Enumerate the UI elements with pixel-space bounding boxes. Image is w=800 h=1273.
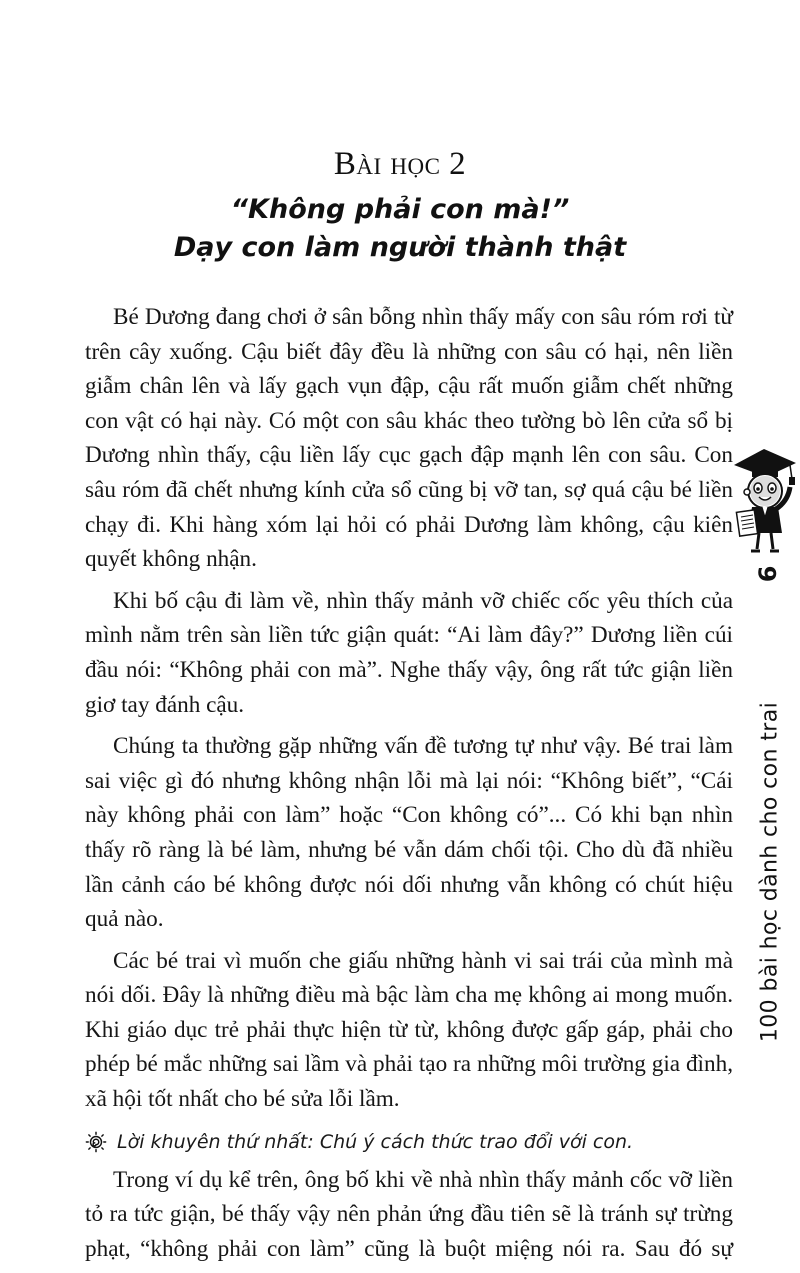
lesson-title-line-2: Dạy con làm người thành thật <box>173 232 627 263</box>
paragraph: Chúng ta thường gặp những vấn đề tương tự như vậy. Bé trai làm sai việc gì đó nhưng không nhận lỗi mà lại nói: “Không biết”, “Cái này không phải con làm” hoặc “Con không có”... Có khi bạn nhìn thấy rõ ràng là bé làm, nhưng bé vẫn dám chối tội. Cho dù đã nhiều lần cảnh cáo bé không được nói dối nhưng vẫn không có chút hiệu quả nào. <box>85 733 733 933</box>
tip-text: Lời khuyên thứ nhất: Chú ý cách thức trao đổi với con. <box>117 1130 634 1153</box>
page-number: 9 <box>752 565 781 583</box>
graduate-boy-illustration <box>730 435 800 555</box>
tip-heading <box>85 1125 733 1159</box>
sun-spiral-icon <box>85 1131 107 1153</box>
paragraph: Khi bố cậu đi làm về, nhìn thấy mảnh vỡ chiếc cốc yêu thích của mình nằm trên sàn liền tức giận quát: “Ai làm đây?” Dương liền cúi đầu nói: “Không phải con mà”. Nghe thấy vậy, ông rất tức giận liền giơ tay đánh cậu. <box>85 587 733 718</box>
lesson-title <box>0 191 800 267</box>
paragraph: Các bé trai vì muốn che giấu những hành vi sai trái của mình mà nói dối. Đây là những điều mà bậc làm cha mẹ không ai mong muốn. Khi giáo dục trẻ phải thực hiện từ từ, không được gấp gáp, phải cho phép bé mắc những sai lầm và phải tạo ra những môi trường gia đình, xã hội tốt nhất cho bé sửa lỗi lầm. <box>85 947 733 1113</box>
running-title: 100 bài học dành cho con trai <box>757 701 783 1043</box>
paragraph: Bé Dương đang chơi ở sân bỗng nhìn thấy mấy con sâu róm rơi từ trên cây xuống. Cậu biết đây đều là những con sâu có hại, nên liền giẫm chân lên và lấy gạch vụn đập, cậu rất muốn giẫm chết những con vật có hại này. Có một con sâu khác theo tường bò lên cửa sổ bị Dương nhìn thấy, cậu liền lấy cục gạch đập mạnh lên con sâu. Con sâu róm đã chết nhưng kính cửa sổ cũng bị vỡ tan, sợ quá cậu bé liền chạy đi. Khi hàng xóm lại hỏi có phải Dương làm không, cậu kiên quyết không nhận. <box>85 304 733 573</box>
lesson-number: Bài học 2 <box>333 146 467 182</box>
lesson-title-line-1: “Không phải con mà!” <box>230 194 570 225</box>
paragraph: Trong ví dụ kể trên, ông bố khi về nhà nhìn thấy mảnh cốc vỡ liền tỏ ra tức giận, bé thấy vậy nên phản ứng đầu tiên sẽ là tránh sự trừng phạt, “không phải con làm” cũng là buột miệng nói ra. Sau đó sự <box>85 1166 733 1262</box>
body-text <box>85 300 733 1273</box>
